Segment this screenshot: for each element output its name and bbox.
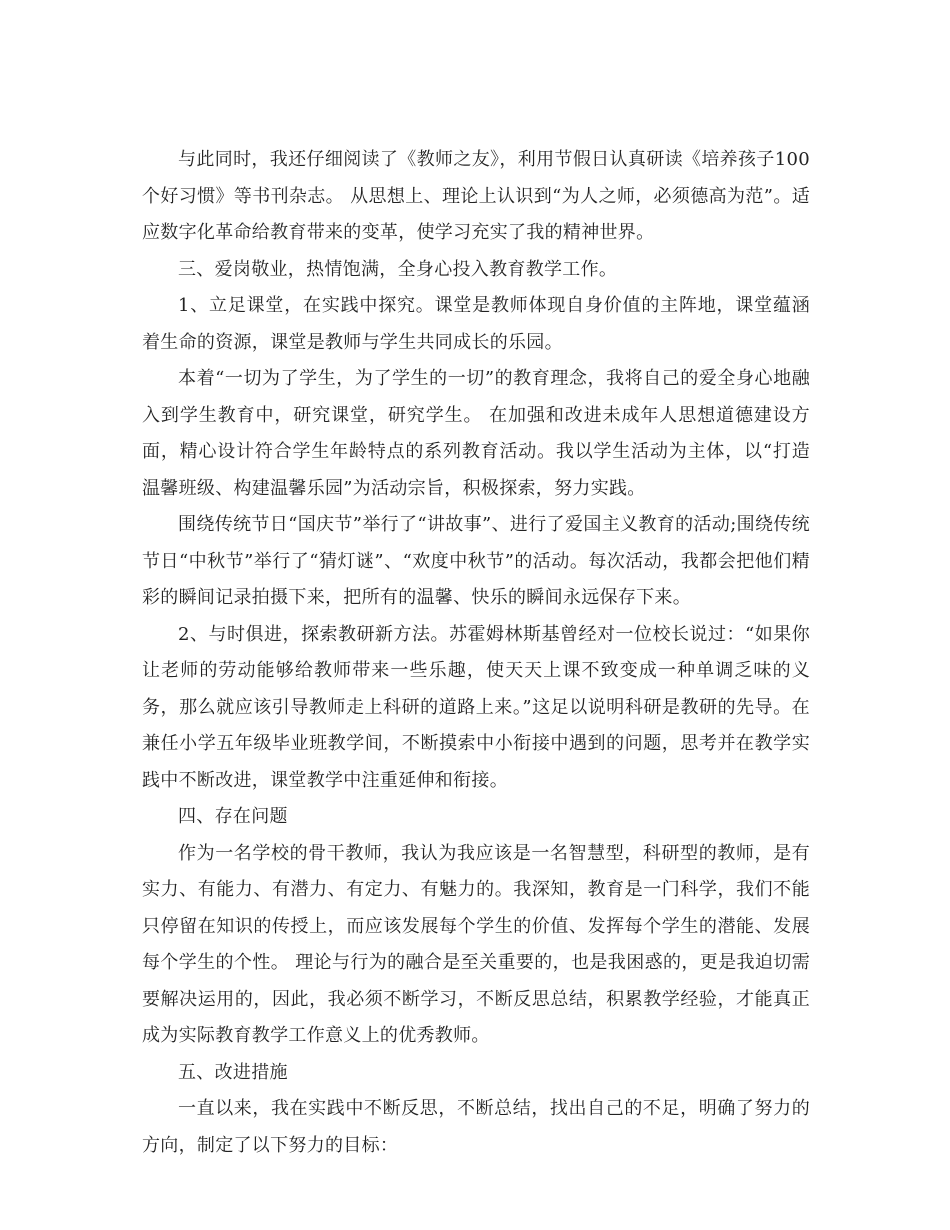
heading-section-five: 五、改进措施 [178,1061,288,1083]
paragraph-reading: 与此同时，我还仔细阅读了《教师之友》，利用节假日认真研读《培养孩子100个好习惯》等书刊杂志。 从思想上、理论上认识到“为人之师，必须德高为范”。适应数字化革命给教育带来的变革，使学习充实了我的精神世界。 [142,149,810,243]
document-body [142,142,810,1164]
paragraph-existing-problems: 作为一名学校的骨干教师，我认为我应该是一名智慧型，科研型的教师，是有实力、有能力、有潜力、有定力、有魅力的。我深知，教育是一门科学，我们不能只停留在知识的传授上，而应该发展每个学生的价值、发挥每个学生的潜能、发展每个学生的个性。 理论与行为的融合是至关重要的，也是我困惑的，更是我迫切需要解决运用的，因此，我必须不断学习，不断反思总结，积累教学经验，才能真正成为实际教育教学工作意义上的优秀教师。 [142,842,810,1046]
heading-section-four: 四、存在问题 [178,806,288,827]
paragraph-improvement-goals: 一直以来，我在实践中不断反思，不断总结，找出自己的不足，明确了努力的方向，制定了以下努力的目标： [142,1098,810,1156]
paragraph-research-methods: 2、与时俱进，探索教研新方法。苏霍姆林斯基曾经对一位校长说过：“如果你让老师的劳动能够给教师带来一些乐趣，使天天上课不致变成一种单调乏味的义务，那么就应该引导教师走上科研的道路上来。”这足以说明科研是教研的先导。在兼任小学五年级毕业班教学间，不断摸索中小衔接中遇到的问题，思考并在教学实践中不断改进，课堂教学中注重延伸和衔接。 [142,623,810,791]
heading-section-three: 三、爱岗敬业，热情饱满，全身心投入教育教学工作。 [178,258,618,280]
paragraph-education-concept: 本着“一切为了学生，为了学生的一切”的教育理念，我将自己的爱全身心地融入到学生教育中，研究课堂，研究学生。 在加强和改进未成年人思想道德建设方面，精心设计符合学生年龄特点的系列教育活动。我以学生活动为主体，以“打造温馨班级、构建温馨乐园”为活动宗旨，积极探索，努力实践。 [142,368,810,499]
paragraph-festival-activities: 围绕传统节日“国庆节”举行了“讲故事”、进行了爱国主义教育的活动;围绕传统节日“中秋节”举行了“猜灯谜”、“欢度中秋节”的活动。每次活动，我都会把他们精彩的瞬间记录拍摄下来，把所有的温馨、快乐的瞬间永远保存下来。 [142,514,810,608]
paragraph-classroom: 1、立足课堂，在实践中探究。课堂是教师体现自身价值的主阵地，课堂蕴涵着生命的资源，课堂是教师与学生共同成长的乐园。 [142,295,810,353]
